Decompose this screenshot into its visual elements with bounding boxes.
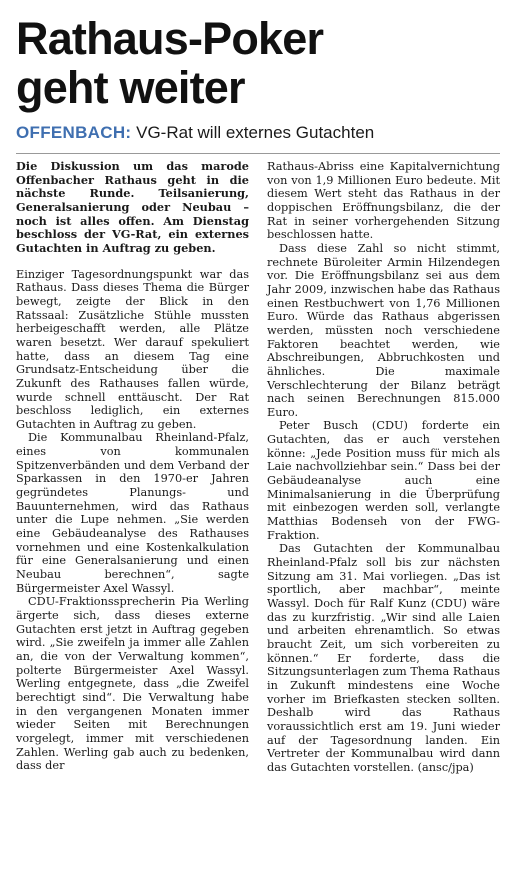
kicker-row — [16, 122, 500, 144]
headline-line-1: Rathaus-Poker — [16, 13, 324, 64]
column-right — [267, 160, 500, 775]
subtitle: VG-Rat will externes Gutachten — [136, 123, 375, 142]
body-paragraph: Peter Busch (CDU) forderte ein Gutachten, das er auch verstehen könne: „Jede Position muss für mich als Laie nachvollziehbar sein.“ Dass bei der Gebäudeanalyse auch eine Minimalsanierung in die Überprüfung mit einbezogen werden soll, verlangte Matthias Bodenseh von der FWG-Fraktion. — [267, 419, 500, 542]
body-paragraph: Die Kommunalbau Rheinland-Pfalz, eines von kommunalen Spitzenverbänden und dem Verband der Sparkassen in den 1970-er Jahren gegründetes Planungs- und Bauunternehmen, wird das Rathaus unter die Lupe nehmen. „Sie werden eine Gebäudeanalyse des Rathauses vornehmen und eine Kostenkalkulation für eine Generalsanierung und einen Neubau berechnen“, sagte Bürgermeister Axel Wassyl. — [16, 431, 249, 595]
body-paragraph: Dass diese Zahl so nicht stimmt, rechnete Büroleiter Armin Hilzendegen vor. Die Eröffnungsbilanz sei aus dem Jahr 2009, inzwischen habe das Rathaus einen Restbuchwert von 1,76 Millionen Euro. Würde das Rathaus abgerissen werden, müssten noch verschiedene Faktoren beachtet werden, wie Abschreibungen, Abbruchkosten und ähnliches. Die maximale Verschlechterung der Bilanz beträgt nach seinen Berechnungen 815.000 Euro. — [267, 241, 500, 419]
body-paragraph: Rathaus-Abriss eine Kapitalvernichtung von von 1,9 Millionen Euro bedeute. Mit diesem Wert steht das Rathaus in der doppischen Eröffnungsbilanz, die der Rat in seiner vorhergehenden Sitzung beschlossen hatte. — [267, 160, 500, 242]
body-paragraph: CDU-Fraktionssprecherin Pia Werling ärgerte sich, dass dieses externe Gutachten erst jetzt in Auftrag gegeben wird. „Sie zweifeln ja immer alle Zahlen an, die von der Verwaltung kommen“, polterte Bürgermeister Axel Wassyl. Werling entgegnete, dass „die Zweifel berechtigt sind“. Die Verwaltung habe in den vergangenen Monaten immer wieder Seiten mit Berechnungen vorgelegt, immer mit verschiedenen Zahlen. Werling gab auch zu bedenken, dass der — [16, 595, 249, 773]
lead-paragraph: Die Diskussion um das marode Offenbacher Rathaus geht in die nächste Runde. Teilsanierung, Generalsanierung oder Neubau – noch ist alles offen. Am Dienstag beschloss der VG-Rat, ein externes Gutachten in Auftrag zu geben. — [16, 159, 249, 255]
body-paragraph: Das Gutachten der Kommunalbau Rheinland-Pfalz soll bis zur nächsten Sitzung am 31. Mai vorliegen. „Das ist sportlich, aber machbar“, meinte Wassyl. Doch für Ralf Kunz (CDU) wäre das zu kurzfristig. „Wir sind alle Laien und arbeiten ehrenamtlich. So etwas braucht Zeit, um sich vorbereiten zu können.“ Er forderte, dass die Sitzungsunterlagen zum Thema Rathaus in Zukunft mindestens eine Woche vorher im Briefkasten stecken sollten. Deshalb wird das Rathaus voraussichtlich erst am 19. Juni wieder auf der Tagesordnung landen. Ein Vertreter der Kommunalbau wird dann das Gutachten vorstellen. (ansc/jpa) — [267, 542, 500, 774]
column-left — [16, 160, 249, 775]
body-paragraph: Einziger Tagesordnungspunkt war das Rathaus. Dass dieses Thema die Bürger bewegt, zeigte der Blick in den Ratssaal: Zusätzliche Stühle mussten herbeigeschafft werden, alle Plätze waren besetzt. Wer darauf spekuliert hatte, dass an diesem Tag eine Grundsatz-Entscheidung über die Zukunft des Rathauses fallen würde, wurde schnell enttäuscht. Der Rat beschloss lediglich, ein externes Gutachten in Auftrag zu geben. — [16, 267, 249, 431]
headline — [16, 14, 500, 112]
headline-line-2: geht weiter — [16, 62, 245, 113]
kicker-location: OFFENBACH: — [16, 123, 132, 142]
divider — [16, 153, 500, 154]
article-columns — [16, 160, 500, 775]
